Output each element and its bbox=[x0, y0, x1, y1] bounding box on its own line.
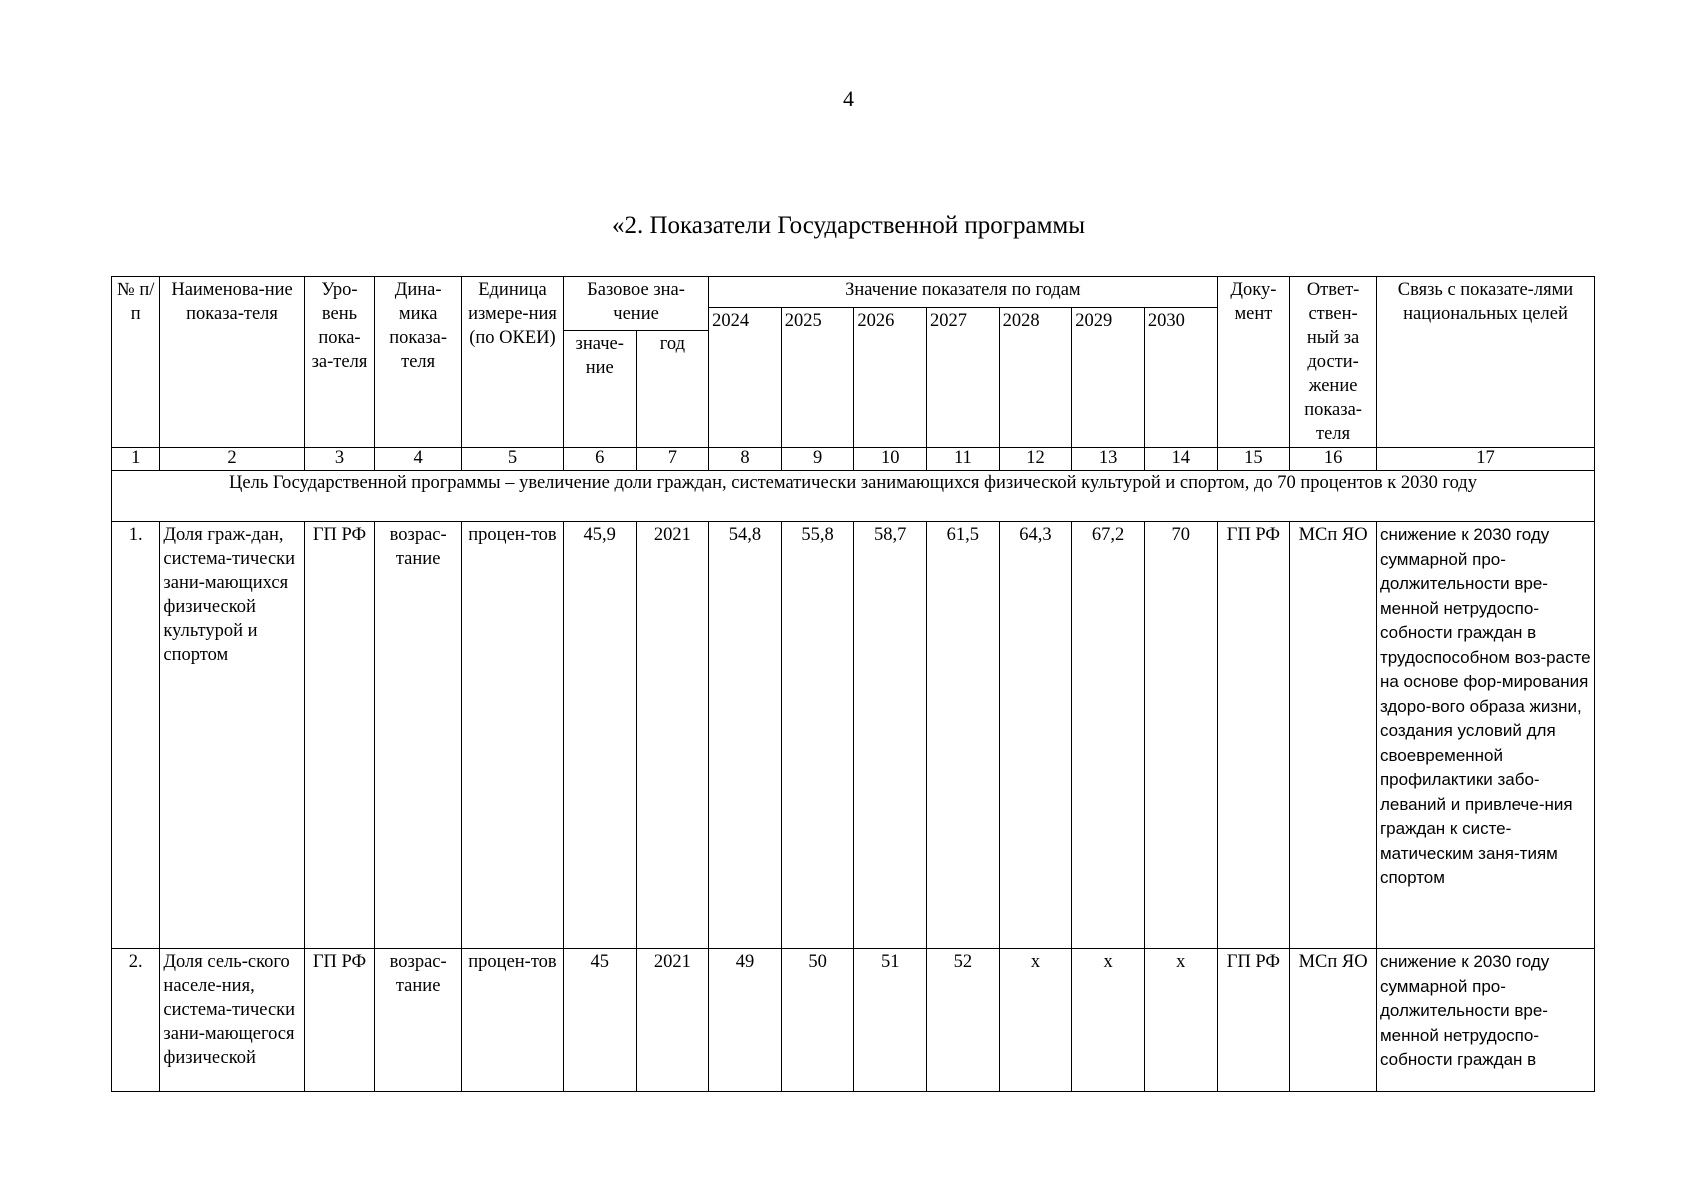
header-link: Связь с показате-лями национальных целей bbox=[1376, 277, 1594, 448]
column-number: 7 bbox=[636, 448, 709, 471]
header-level: Уро-вень пока-за-теля bbox=[304, 277, 375, 448]
column-number: 14 bbox=[1144, 448, 1217, 471]
header-base: Базовое зна-чение bbox=[563, 277, 708, 331]
indicator-unit: процен-тов bbox=[462, 522, 564, 949]
header-year: 2026 bbox=[854, 308, 927, 448]
program-goal: Цель Государственной программы – увеличение доли граждан, систематически занимающихся физической культурой и спортом, до 70 процентов к 2030 году bbox=[112, 471, 1595, 522]
year-value: 50 bbox=[781, 949, 854, 1092]
goal-row bbox=[112, 471, 1595, 522]
column-number: 2 bbox=[160, 448, 304, 471]
column-number: 10 bbox=[854, 448, 927, 471]
row-number: 1. bbox=[112, 522, 160, 949]
national-goals-link: снижение к 2030 году суммарной про-должительности вре-менной нетрудоспо-собности граждан в трудоспособном воз-расте на основе фор-мирования здоро-вого образа жизни, создания условий для своевременной профилактики забо-леваний и привлече-ния граждан к систе-матическим заня-тиям спортом bbox=[1376, 522, 1594, 949]
year-value: х bbox=[999, 949, 1072, 1092]
indicator-unit: процен-тов bbox=[462, 949, 564, 1092]
header-base-year: год bbox=[636, 331, 709, 448]
column-number: 5 bbox=[462, 448, 564, 471]
header-years-group: Значение показателя по годам bbox=[709, 277, 1217, 308]
indicator-document: ГП РФ bbox=[1217, 522, 1290, 949]
year-value: 49 bbox=[709, 949, 782, 1092]
header-dynamics: Дина-мика показа-теля bbox=[375, 277, 462, 448]
year-value: 58,7 bbox=[854, 522, 927, 949]
header-year: 2028 bbox=[999, 308, 1072, 448]
column-number: 6 bbox=[563, 448, 636, 471]
header-row bbox=[112, 277, 1595, 308]
column-number: 17 bbox=[1376, 448, 1594, 471]
column-number: 13 bbox=[1072, 448, 1145, 471]
table-row bbox=[112, 522, 1595, 949]
header-base-value: значе-ние bbox=[563, 331, 636, 448]
column-number: 1 bbox=[112, 448, 160, 471]
column-numbers-row bbox=[112, 448, 1595, 471]
indicators-table bbox=[111, 276, 1595, 1092]
header-year: 2024 bbox=[709, 308, 782, 448]
indicator-responsible: МСп ЯО bbox=[1290, 949, 1377, 1092]
column-number: 9 bbox=[781, 448, 854, 471]
header-year: 2025 bbox=[781, 308, 854, 448]
indicator-level: ГП РФ bbox=[304, 522, 375, 949]
indicator-document: ГП РФ bbox=[1217, 949, 1290, 1092]
table-row bbox=[112, 949, 1595, 1092]
header-year: 2027 bbox=[927, 308, 1000, 448]
year-value: 51 bbox=[854, 949, 927, 1092]
year-value: 55,8 bbox=[781, 522, 854, 949]
base-year: 2021 bbox=[636, 949, 709, 1092]
column-number: 8 bbox=[709, 448, 782, 471]
year-value: 64,3 bbox=[999, 522, 1072, 949]
column-number: 15 bbox=[1217, 448, 1290, 471]
column-number: 4 bbox=[375, 448, 462, 471]
year-value: 54,8 bbox=[709, 522, 782, 949]
indicator-dynamics: возрас-тание bbox=[375, 522, 462, 949]
column-number: 16 bbox=[1290, 448, 1377, 471]
header-year: 2029 bbox=[1072, 308, 1145, 448]
indicator-dynamics: возрас-тание bbox=[375, 949, 462, 1092]
row-number: 2. bbox=[112, 949, 160, 1092]
base-year: 2021 bbox=[636, 522, 709, 949]
year-value: х bbox=[1144, 949, 1217, 1092]
document-title: «2. Показатели Государственной программы bbox=[611, 212, 1086, 239]
year-value: 70 bbox=[1144, 522, 1217, 949]
indicator-level: ГП РФ bbox=[304, 949, 375, 1092]
header-document: Доку-мент bbox=[1217, 277, 1290, 448]
header-unit: Единица измере-ния (по ОКЕИ) bbox=[462, 277, 564, 448]
year-value: 52 bbox=[927, 949, 1000, 1092]
indicator-name: Доля сель-ского населе-ния, система-тически зани-мающегося физической bbox=[160, 949, 304, 1092]
indicator-name: Доля граж-дан, система-тически зани-мающихся физической культурой и спортом bbox=[160, 522, 304, 949]
header-no: № п/п bbox=[112, 277, 160, 448]
page-number: 4 bbox=[843, 86, 854, 111]
national-goals-link: снижение к 2030 году суммарной про-должительности вре-менной нетрудоспо-собности граждан в bbox=[1376, 949, 1594, 1092]
year-value: 61,5 bbox=[927, 522, 1000, 949]
column-number: 12 bbox=[999, 448, 1072, 471]
column-number: 11 bbox=[927, 448, 1000, 471]
base-value: 45 bbox=[563, 949, 636, 1092]
header-year: 2030 bbox=[1144, 308, 1217, 448]
header-responsible: Ответ-ствен-ный за дости-жение показа-теля bbox=[1290, 277, 1377, 448]
header-name: Наименова-ние показа-теля bbox=[160, 277, 304, 448]
column-number: 3 bbox=[304, 448, 375, 471]
year-value: 67,2 bbox=[1072, 522, 1145, 949]
year-value: х bbox=[1072, 949, 1145, 1092]
indicator-responsible: МСп ЯО bbox=[1290, 522, 1377, 949]
base-value: 45,9 bbox=[563, 522, 636, 949]
